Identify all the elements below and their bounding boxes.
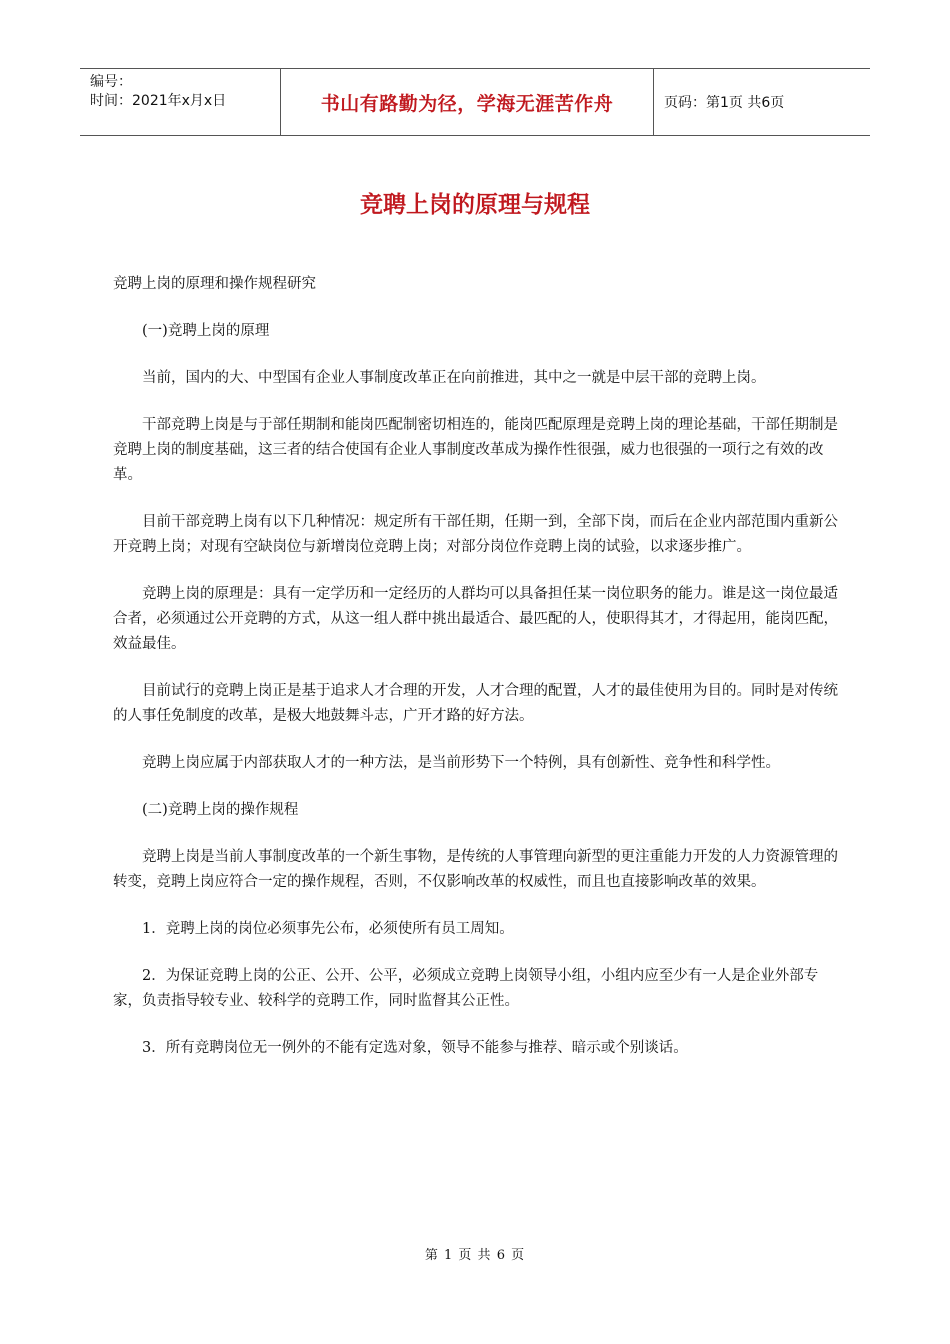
paragraph-subtitle: 竞聘上岗的原理和操作规程研究 [113, 276, 316, 292]
paragraph: 当前，国内的大、中型国有企业人事制度改革正在向前推进，其中之一就是中层干部的竞聘上岗。 [142, 370, 766, 386]
number-label: 编号： [90, 74, 132, 90]
section-heading-1: (一)竞聘上岗的原理 [142, 323, 270, 339]
header-table [80, 68, 870, 136]
document-title: 竞聘上岗的原理与规程 [360, 192, 590, 218]
list-item: 3．所有竞聘岗位无一例外的不能有定选对象，领导不能参与推荐、暗示或个别谈话。 [142, 1040, 688, 1056]
paragraph: 干部竞聘上岗是与于部任期制和能岗匹配制密切相连的，能岗匹配原理是竞聘上岗的理论基础，干部任期制是竞聘上岗的制度基础，这三者的结合使国有企业人事制度改革成为操作性很强，威力也很强的一项行之有效的改革。 [113, 417, 838, 483]
motto-text: 书山有路勤为径，学海无涯苦作舟 [320, 92, 614, 115]
header-motto-cell [281, 69, 654, 135]
page-footer: 第 1 页 共 6 页 [424, 1248, 526, 1263]
list-item: 2．为保证竞聘上岗的公正、公开、公平，必须成立竞聘上岗领导小组，小组内应至少有一人是企业外部专家，负责指导较专业、较科学的竞聘工作，同时监督其公正性。 [113, 968, 819, 1009]
paragraph: 竞聘上岗是当前人事制度改革的一个新生事物，是传统的人事管理向新型的更注重能力开发的人力资源管理的转变，竞聘上岗应符合一定的操作规程，否则，不仅影响改革的权威性，而且也直接影响改革的效果。 [113, 849, 838, 890]
paragraph: 目前干部竞聘上岗有以下几种情况：规定所有干部任期，任期一到，全部下岗，而后在企业内部范围内重新公开竞聘上岗；对现有空缺岗位与新增岗位竞聘上岗；对部分岗位作竞聘上岗的试验，以求逐步推广。 [113, 514, 838, 555]
time-label: 时间：2021年x月x日 [90, 93, 227, 109]
paragraph: 目前试行的竞聘上岗正是基于追求人才合理的开发，人才合理的配置，人才的最佳使用为目的。同时是对传统的人事任免制度的改革，是极大地鼓舞斗志，广开才路的好方法。 [113, 683, 838, 724]
header-meta-cell [80, 69, 281, 135]
section-heading-2: (二)竞聘上岗的操作规程 [142, 802, 299, 818]
list-item: 1．竞聘上岗的岗位必须事先公布，必须使所有员工周知。 [142, 921, 514, 937]
header-page-cell [654, 69, 870, 135]
paragraph: 竞聘上岗应属于内部获取人才的一种方法，是当前形势下一个特例，具有创新性、竞争性和科学性。 [142, 755, 780, 771]
paragraph: 竞聘上岗的原理是：具有一定学历和一定经历的人群均可以具备担任某一岗位职务的能力。谁是这一岗位最适合者，必须通过公开竞聘的方式，从这一组人群中挑出最适合、最匹配的人，使职得其才，才得起用，能岗匹配，效益最佳。 [113, 586, 838, 652]
page-info: 页码：第1页 共6页 [664, 95, 785, 111]
document-body [113, 272, 846, 1083]
